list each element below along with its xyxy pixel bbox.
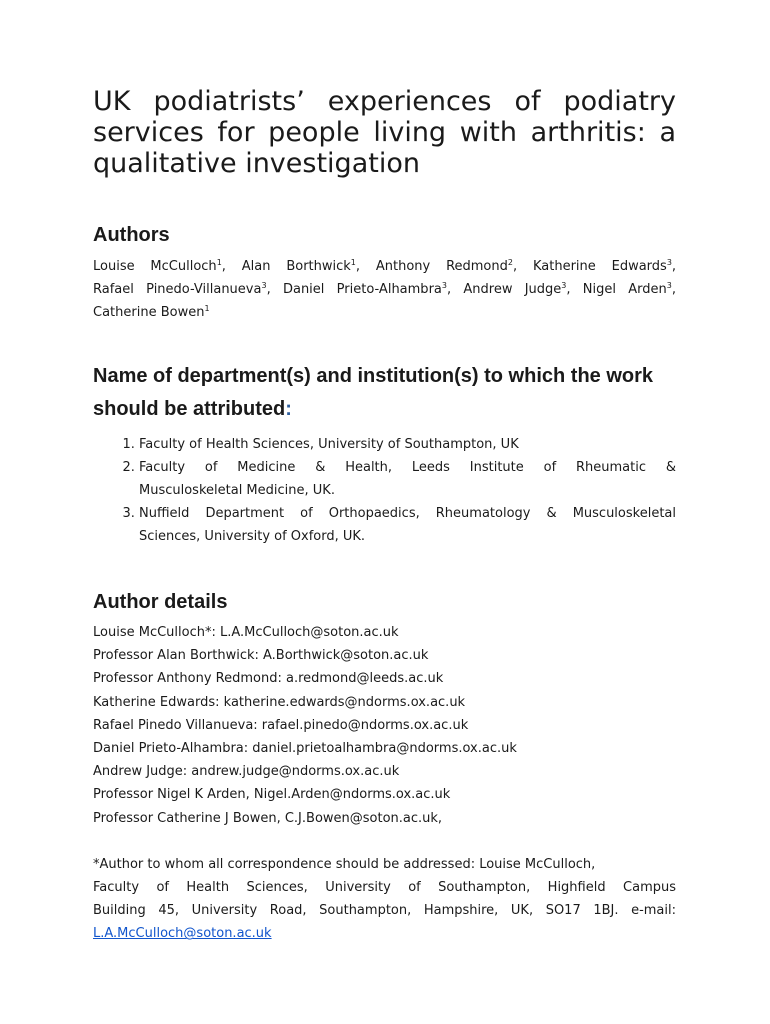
author-name: Anthony Redmond [375,259,508,274]
affiliation-mark: 3 [666,281,672,290]
institution-line: Musculoskeletal Medicine, UK. [139,483,335,498]
author-name: Andrew Judge [463,282,562,297]
affiliation-mark: 3 [561,281,567,290]
author-name: Catherine Bowen [93,305,205,320]
authors-heading: Authors [93,224,170,246]
affiliation-mark: 1 [350,258,356,267]
author-name: Katherine Edwards [532,259,667,274]
affiliation-mark: 3 [261,281,267,290]
institution-item [139,502,676,548]
correspondence-line: Faculty of Health Sciences, University of Southampton, Highfield Campus [93,880,676,896]
correspondence-block [93,853,676,946]
institution-list [93,433,676,548]
author-name: Daniel Prieto-Alhambra [282,282,442,297]
correspondence-line: *Author to whom all correspondence should be addressed: Louise McCulloch, [93,856,596,872]
author-detail: Louise McCulloch*: L.A.McCulloch@soton.ac.uk [93,625,399,640]
institution-item [139,456,676,502]
document-page [93,86,676,946]
correspondence-email-link[interactable]: L.A.McCulloch@soton.ac.uk [93,926,272,942]
author-detail: Daniel Prieto-Alhambra: daniel.prietoalhambra@ndorms.ox.ac.uk [93,741,517,757]
author-name: Alan Borthwick [241,259,351,274]
affiliation-mark: 2 [507,258,513,267]
affiliation-mark: 3 [441,281,447,290]
author-detail: Professor Anthony Redmond: a.redmond@leeds.ac.uk [93,671,444,687]
institution-line: Sciences, University of Oxford, UK. [139,529,366,544]
author-line: Louise McCulloch$^1$, Alan Borthwick$^1$, Anthony Redmond$^2$, Katherine Edwards$^3$, [93,258,677,274]
author-detail: Professor Catherine J Bowen, C.J.Bowen@soton.ac.uk, [93,810,443,826]
author-detail: Professor Alan Borthwick: A.Borthwick@soton.ac.uk [93,648,429,664]
department-heading-text: Name of department(s) and institution(s) to which the work should be attributed [93,365,654,420]
author-name: Rafael Pinedo-Villanueva [93,282,262,297]
author-line: Rafael Pinedo-Villanueva$^3$, Daniel Prieto-Alhambra$^3$, Andrew Judge$^3$, Nigel Arden$^3$, [93,281,676,297]
title-line: qualitative investigation [93,148,420,179]
affiliation-mark: 1 [204,304,210,313]
institution-item [139,433,676,456]
author-detail: Professor Nigel K Arden, Nigel.Arden@ndorms.ox.ac.uk [93,787,451,803]
author-detail: Rafael Pinedo Villanueva: rafael.pinedo@ndorms.ox.ac.uk [93,717,469,733]
author-details-heading: Author details [93,591,228,613]
institution-line: 2. Faculty of Medicine & Health, Leeds Institute of Rheumatic & [139,460,676,475]
author-name: Nigel Arden [582,282,667,297]
author-detail: Andrew Judge: andrew.judge@ndorms.ox.ac.uk [93,764,400,780]
author-name: Louise McCulloch [93,259,217,274]
institution-line: 3. Nuffield Department of Orthopaedics, Rheumatology & Musculoskeletal [139,506,676,521]
author-details-list [93,621,676,830]
title-line: UK podiatrists’ experiences of podiatry [93,86,676,117]
department-heading-colon: : [285,398,292,420]
affiliation-mark: 1 [216,258,222,267]
affiliation-mark: 3 [666,258,672,267]
department-heading [93,360,676,426]
institution-line: 1. Faculty of Health Sciences, University of Southampton, UK [139,437,519,452]
author-list [93,255,676,324]
title-line: services for people living with arthritis: a [93,117,676,148]
paper-title [93,86,676,179]
author-detail: Katherine Edwards: katherine.edwards@ndorms.ox.ac.uk [93,694,466,710]
correspondence-line: Building 45, University Road, Southampton, Hampshire, UK, SO17 1BJ. e-mail: [93,903,676,919]
author-line [93,301,676,324]
